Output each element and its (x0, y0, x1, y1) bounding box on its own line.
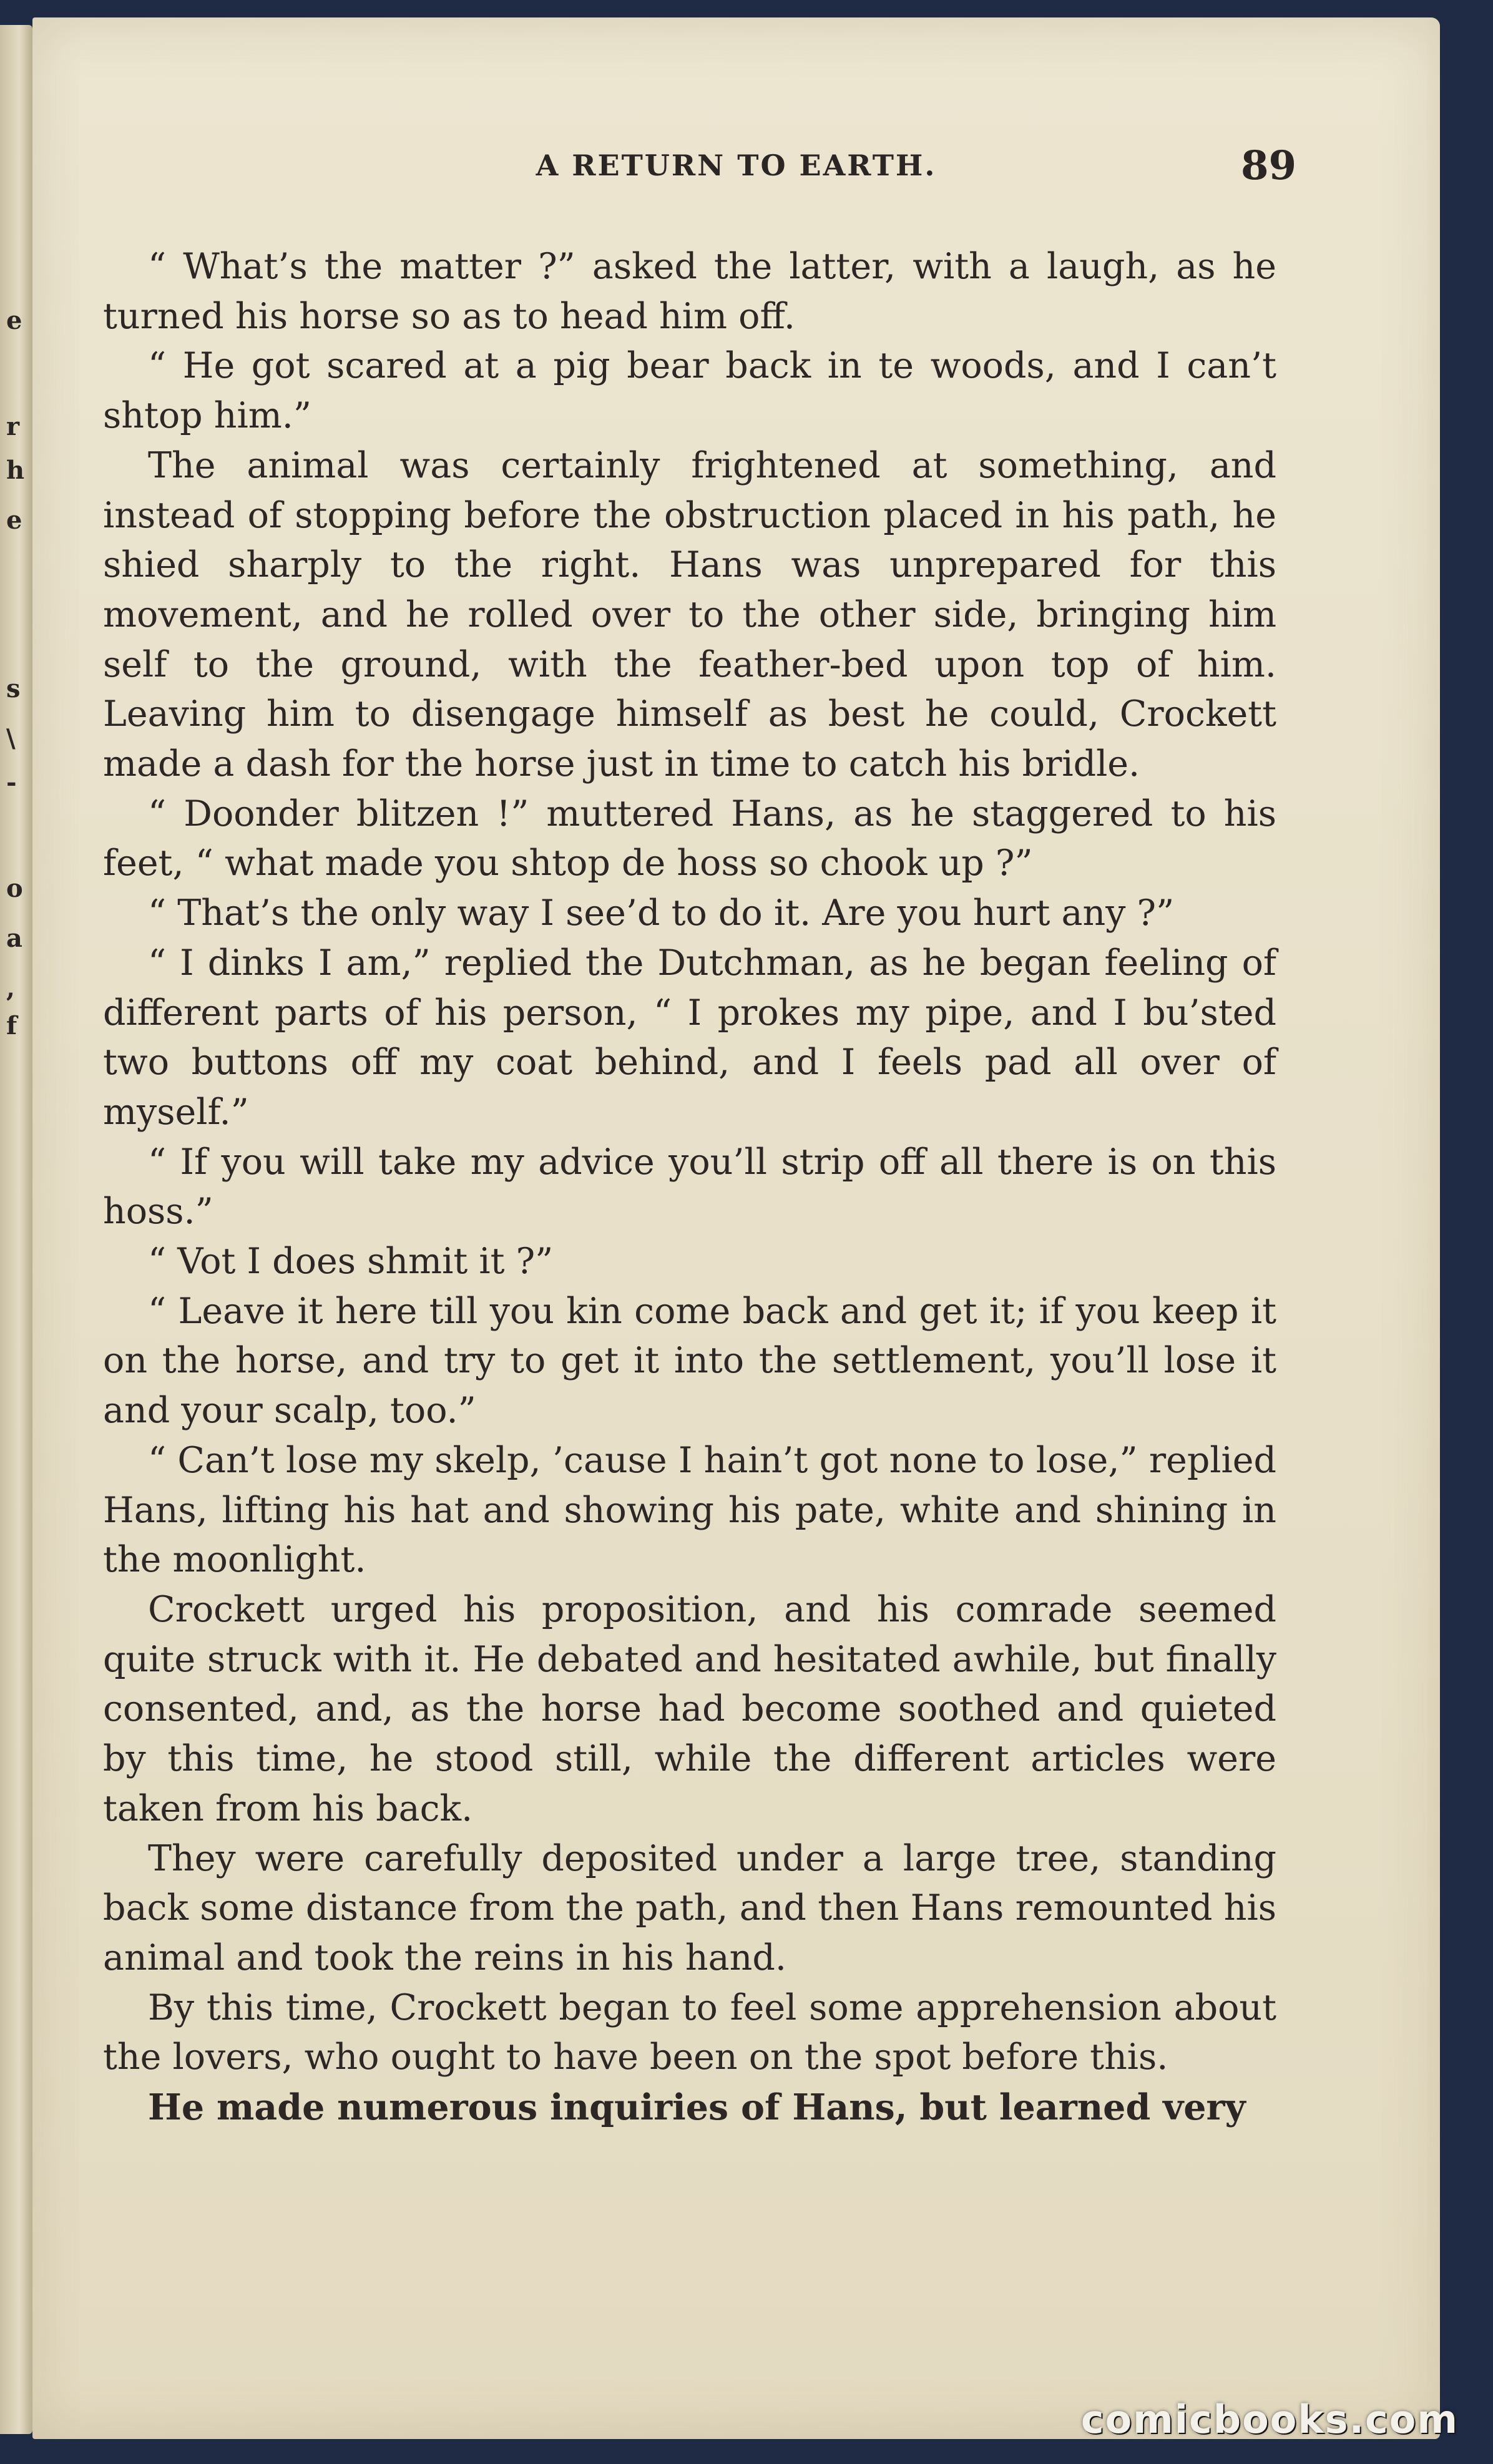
book-page (32, 17, 1440, 2439)
paragraph: “ I dinks I am,” replied the Dutchman, as he began feeling of different parts of his person, “ I prokes my pipe, and I bu’sted two buttons off my coat behind, and I feels pad all over of myself.” (103, 942, 1276, 1133)
prev-fragment: r (6, 412, 20, 441)
prev-fragment: o (6, 874, 23, 903)
paragraph: “ What’s the matter ?” asked the latter, with a laugh, as he turned his horse so as to head him off. (103, 246, 1276, 337)
prev-fragment: s (6, 674, 21, 703)
page-header (32, 142, 1440, 198)
watermark: comicbooks.com (1080, 2397, 1459, 2442)
paragraph: “ Leave it here till you kin come back and get it; if you keep it on the horse, and try to get it into the settlement, you’ll lose it and your scalp, too.” (103, 1290, 1276, 1432)
prev-fragment: f (6, 1011, 17, 1040)
paragraph: They were carefully deposited under a large tree, standing back some distance from the path, and then Hans remounted his animal and took the reins in his hand. (103, 1837, 1276, 1978)
prev-fragment: e (6, 306, 22, 335)
paragraph: “ That’s the only way I see’d to do it. Are you hurt any ?” (148, 892, 1175, 934)
prev-fragment: , (6, 974, 15, 1003)
paragraph: “ Can’t lose my skelp, ’cause I hain’t got none to lose,” replied Hans, lifting his hat and showing his pate, white and shining in the moonlight. (103, 1439, 1276, 1581)
page-number: 89 (1240, 142, 1296, 189)
previous-page-edge (0, 25, 32, 2434)
prev-fragment: a (6, 924, 22, 953)
paragraph: “ Vot I does shmit it ?” (148, 1241, 554, 1283)
paragraph: He made numerous inquiries of Hans, but learned very (148, 2086, 1246, 2129)
previous-page-fragments (2, 25, 30, 2434)
paragraph: By this time, Crockett began to feel some apprehension about the lovers, who ought to have been on the spot before this. (103, 1987, 1276, 2078)
prev-fragment: \ (6, 724, 16, 753)
running-head: A RETURN TO EARTH. (536, 149, 937, 182)
paragraph: The animal was certainly frightened at something, and instead of stopping before the obstruction placed in his path, he shied sharply to the right. Hans was unprepared for this movement, and he rolled over to the other side, bringing him self to the ground, with the feather-bed upon top of him. Leaving him to disengage himself as best he could, Crockett made a dash for the horse just in time to catch his bridle. (103, 444, 1276, 785)
prev-fragment: h (6, 456, 25, 485)
prev-fragment: - (6, 768, 17, 797)
body-text (103, 242, 1276, 2133)
paragraph: “ If you will take my advice you’ll strip off all there is on this hoss.” (103, 1141, 1276, 1233)
paragraph: “ He got scared at a pig bear back in te woods, and I can’t shtop him.” (103, 345, 1276, 437)
paragraph: “ Doonder blitzen !” muttered Hans, as he staggered to his feet, “ what made you shtop de hoss so chook up ?” (103, 793, 1276, 884)
prev-fragment: e (6, 506, 22, 535)
paragraph: Crockett urged his proposition, and his comrade seemed quite struck with it. He debated and hesitated awhile, but finally consented, and, as the horse had become soothed and quieted by this time, he stood still, while the different articles were taken from his back. (103, 1588, 1276, 1829)
